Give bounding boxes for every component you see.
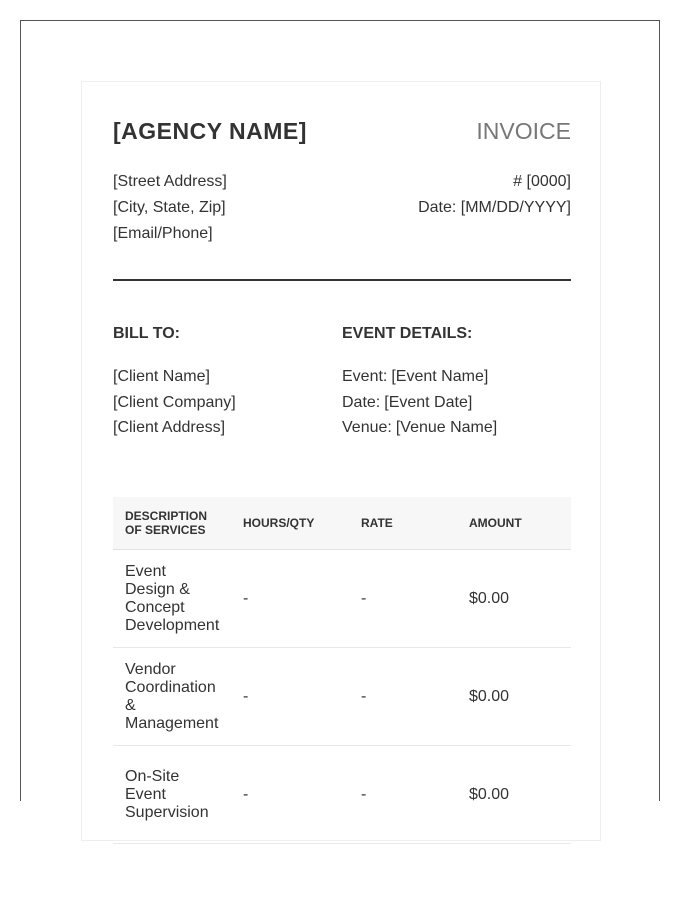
services-table bbox=[113, 497, 571, 844]
column-header-rate: RATE bbox=[349, 497, 457, 550]
table-row bbox=[113, 648, 571, 746]
row-description: On-Site Event Supervision bbox=[113, 746, 231, 844]
row-description: Vendor Coordination & Management bbox=[113, 648, 231, 746]
description-header-line-2: OF SERVICES bbox=[125, 523, 206, 537]
invoice-date bbox=[418, 195, 571, 221]
client-name: [Client Name] bbox=[113, 368, 210, 385]
column-header-qty: HOURS/QTY bbox=[231, 497, 349, 550]
row-rate: - bbox=[349, 550, 457, 648]
column-header-description bbox=[113, 497, 231, 550]
table-row bbox=[113, 550, 571, 648]
table-header-row bbox=[113, 497, 571, 550]
event-venue-value: [Venue Name] bbox=[395, 419, 498, 436]
row-amount: $0.00 bbox=[457, 648, 571, 746]
row-description: Event Design & Concept Development bbox=[113, 550, 231, 648]
table-row bbox=[113, 746, 571, 844]
agency-street: [Street Address] bbox=[113, 173, 227, 190]
event-details-heading: EVENT DETAILS: bbox=[342, 325, 473, 342]
event-name-row bbox=[342, 364, 497, 390]
invoice-page bbox=[81, 81, 601, 841]
row-qty: - bbox=[231, 746, 349, 844]
client-company: [Client Company] bbox=[113, 393, 236, 411]
client-address: [Client Address] bbox=[113, 419, 226, 436]
row-qty: - bbox=[231, 648, 349, 746]
bill-to-heading: BILL TO: bbox=[113, 325, 180, 342]
description-header-line-1: DESCRIPTION bbox=[125, 509, 208, 523]
agency-contact: [Email/Phone] bbox=[113, 225, 213, 242]
event-venue-label: Venue: bbox=[342, 419, 392, 436]
row-amount: $0.00 bbox=[457, 550, 571, 648]
row-amount: $0.00 bbox=[457, 746, 571, 844]
invoice-number: # [0000] bbox=[513, 173, 571, 190]
event-date-row bbox=[342, 390, 497, 416]
invoice-date-value: [MM/DD/YYYY] bbox=[460, 199, 571, 216]
event-date-label: Date: bbox=[342, 393, 381, 411]
event-venue-row bbox=[342, 415, 497, 441]
invoice-date-label: Date: bbox=[418, 199, 457, 216]
event-name-value: [Event Name] bbox=[391, 368, 489, 385]
invoice-meta-block bbox=[418, 169, 571, 221]
agency-address-block bbox=[113, 169, 227, 247]
row-rate: - bbox=[349, 648, 457, 746]
event-date-value: [Event Date] bbox=[384, 393, 473, 411]
row-qty: - bbox=[231, 550, 349, 648]
event-name-label: Event: bbox=[342, 368, 388, 385]
agency-city-state-zip: [City, State, Zip] bbox=[113, 199, 226, 216]
agency-name: [AGENCY NAME] bbox=[113, 118, 307, 144]
row-rate: - bbox=[349, 746, 457, 844]
header-divider bbox=[113, 279, 571, 281]
document-viewport[interactable] bbox=[20, 20, 660, 821]
invoice-title: INVOICE bbox=[476, 118, 571, 144]
column-header-amount: AMOUNT bbox=[457, 497, 571, 550]
bill-to-block bbox=[113, 364, 236, 441]
event-details-block bbox=[342, 364, 497, 441]
